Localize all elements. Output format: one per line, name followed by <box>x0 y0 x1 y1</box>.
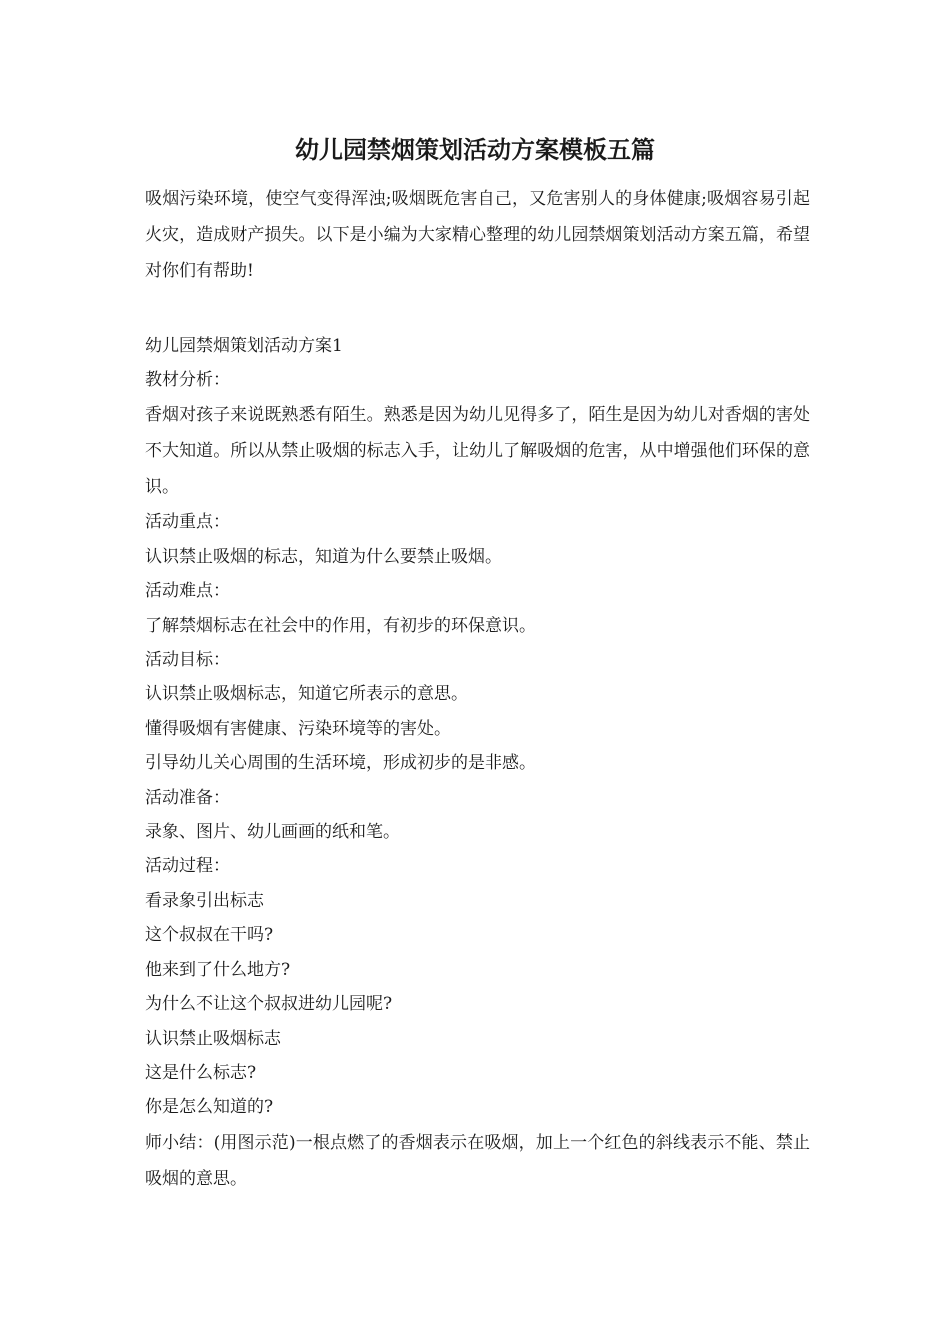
body-line: 为什么不让这个叔叔进幼儿园呢? <box>145 994 393 1015</box>
body-paragraph: 香烟对孩子来说既熟悉有陌生。熟悉是因为幼儿见得多了，陌生是因为幼儿对香烟的害处不大知道。所以从禁止吸烟的标志入手，让幼儿了解吸烟的危害，从中增强他们环保的意识。 <box>145 405 810 498</box>
body-line: 认识禁止吸烟的标志，知道为什么要禁止吸烟。 <box>145 546 502 567</box>
body-line: 认识禁止吸烟标志，知道它所表示的意思。 <box>145 684 468 705</box>
intro-paragraph: 吸烟污染环境，使空气变得浑浊;吸烟既危害自己，又危害别人的身体健康;吸烟容易引起火灾，造成财产损失。以下是小编为大家精心整理的幼儿园禁烟策划活动方案五篇，希望对你们有帮助! <box>145 189 810 281</box>
body-line: 活动目标： <box>145 650 230 671</box>
body-line: 了解禁烟标志在社会中的作用，有初步的环保意识。 <box>145 615 536 636</box>
body-line: 活动过程： <box>145 856 230 877</box>
body-line: 认识禁止吸烟标志 <box>145 1028 281 1049</box>
body-line: 活动难点： <box>145 581 230 602</box>
body-line: 这个叔叔在干吗? <box>145 925 274 946</box>
body-lines <box>145 329 810 1197</box>
body-line: 你是怎么知道的? <box>145 1097 274 1118</box>
body-line: 活动重点： <box>145 512 230 533</box>
body-line: 录象、图片、幼儿画画的纸和笔。 <box>145 822 400 843</box>
body-line: 教材分析： <box>145 370 230 390</box>
body-paragraph: 师小结：(用图示范)一根点燃了的香烟表示在吸烟，加上一个红色的斜线表示不能、禁止吸烟的意思。 <box>145 1132 810 1189</box>
body-line: 懂得吸烟有害健康、污染环境等的害处。 <box>145 718 451 739</box>
body-line: 他来到了什么地方? <box>145 959 291 980</box>
document-title: 幼儿园禁烟策划活动方案模板五篇 <box>295 135 655 164</box>
body-line: 看录象引出标志 <box>145 890 264 911</box>
body-line: 活动准备： <box>145 787 230 808</box>
body-line: 这是什么标志? <box>145 1062 257 1083</box>
section-title: 幼儿园禁烟策划活动方案1 <box>145 336 343 356</box>
body-line: 引导幼儿关心周围的生活环境，形成初步的是非感。 <box>145 753 536 774</box>
